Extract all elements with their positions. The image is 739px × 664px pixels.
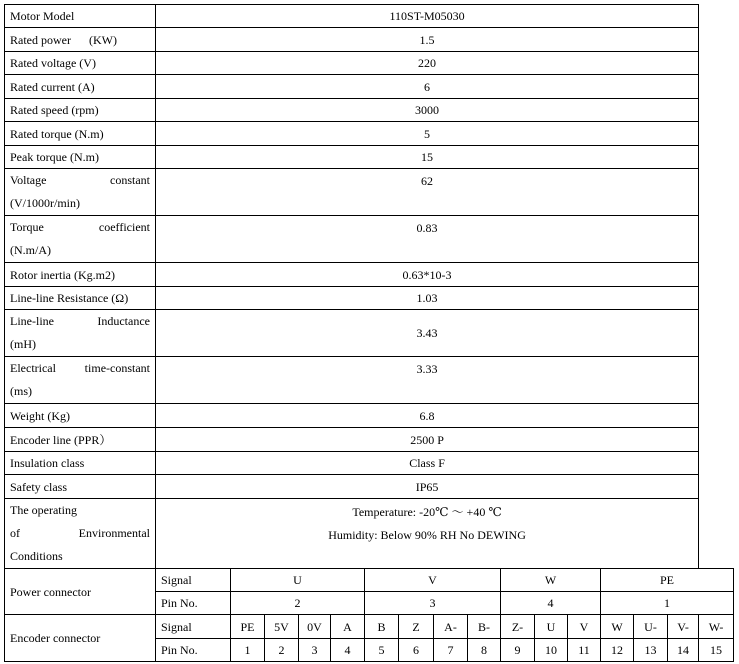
row-value: 110ST-M05030 xyxy=(156,5,699,28)
row-label: Encoder line (PPR） xyxy=(5,428,156,452)
row-label-line1: Torque coefficient xyxy=(10,220,150,234)
encoder-pin-cell: 14 xyxy=(668,639,699,662)
row-label xyxy=(5,216,156,263)
power-signal-cell: U xyxy=(231,569,365,592)
row-label: Motor Model xyxy=(5,5,156,28)
row-operating-conditions xyxy=(5,499,734,569)
temperature-text: Temperature: -20℃ ～ +40 ℃ xyxy=(352,505,502,519)
row-label: Weight (Kg) xyxy=(5,404,156,428)
row-label-line1: Voltage constant xyxy=(10,173,150,187)
row-label: Rated current (A) xyxy=(5,75,156,99)
encoder-signal-cell: W xyxy=(601,615,634,639)
row-value: 6.8 xyxy=(156,404,699,428)
encoder-signal-cell: A xyxy=(331,615,365,639)
power-pin-header: Pin No. xyxy=(156,592,231,615)
row-value: 3.43 xyxy=(156,310,699,357)
encoder-pin-cell: 7 xyxy=(434,639,468,662)
row-label: Line-line Resistance (Ω) xyxy=(5,287,156,310)
row-label: Rated voltage (V) xyxy=(5,52,156,75)
row-label: Rated torque (N.m) xyxy=(5,122,156,146)
humidity-text: Humidity: Below 90% RH No DEWING xyxy=(328,528,526,542)
row-label xyxy=(5,499,156,569)
encoder-connector-label: Encoder connector xyxy=(5,615,156,662)
encoder-signal-row xyxy=(5,615,734,639)
encoder-pin-cell: 2 xyxy=(265,639,299,662)
row-rated-current xyxy=(5,75,734,99)
power-signal-cell: PE xyxy=(601,569,734,592)
encoder-pin-cell: 15 xyxy=(699,639,734,662)
row-label-line1: Electrical time-constant xyxy=(10,361,150,375)
row-label-line1: Line-line Inductance xyxy=(10,314,150,328)
encoder-signal-header: Signal xyxy=(156,615,231,639)
row-rotor-inertia xyxy=(5,263,734,287)
row-value: 15 xyxy=(156,146,699,169)
encoder-signal-cell: 5V xyxy=(265,615,299,639)
row-rated-voltage xyxy=(5,52,734,75)
row-value: 3000 xyxy=(156,99,699,122)
row-label: Peak torque (N.m) xyxy=(5,146,156,169)
encoder-signal-cell: Z- xyxy=(501,615,535,639)
encoder-pin-header: Pin No. xyxy=(156,639,231,662)
encoder-pin-cell: 10 xyxy=(535,639,568,662)
power-pin-cell: 3 xyxy=(365,592,501,615)
row-inductance xyxy=(5,310,734,357)
encoder-pin-cell: 4 xyxy=(331,639,365,662)
row-label-line1: The operating xyxy=(10,503,77,517)
encoder-pin-cell: 8 xyxy=(468,639,501,662)
power-pin-cell: 4 xyxy=(501,592,601,615)
row-value: 5 xyxy=(156,122,699,146)
row-value: 3.33 xyxy=(156,357,699,404)
row-safety-class xyxy=(5,475,734,499)
row-label xyxy=(5,169,156,216)
row-rated-torque xyxy=(5,122,734,146)
row-label-line3: Conditions xyxy=(10,549,63,563)
power-connector-label: Power connector xyxy=(5,569,156,615)
encoder-signal-cell: V- xyxy=(668,615,699,639)
row-label-line2: (ms) xyxy=(10,384,32,398)
encoder-pin-cell: 1 xyxy=(231,639,265,662)
encoder-pin-cell: 13 xyxy=(634,639,668,662)
row-time-constant xyxy=(5,357,734,404)
encoder-signal-cell: W- xyxy=(699,615,734,639)
encoder-pin-cell: 5 xyxy=(365,639,399,662)
power-signal-cell: W xyxy=(501,569,601,592)
encoder-pin-cell: 11 xyxy=(568,639,601,662)
row-label-line2: (N.m/A) xyxy=(10,243,51,257)
encoder-signal-cell: A- xyxy=(434,615,468,639)
power-signal-row xyxy=(5,569,734,592)
encoder-pin-cell: 12 xyxy=(601,639,634,662)
row-motor-model xyxy=(5,5,734,28)
encoder-pin-cell: 3 xyxy=(299,639,331,662)
row-resistance xyxy=(5,287,734,310)
row-rated-power xyxy=(5,28,734,52)
encoder-signal-cell: B xyxy=(365,615,399,639)
row-label: Safety class xyxy=(5,475,156,499)
encoder-signal-cell: B- xyxy=(468,615,501,639)
row-label-line2: (V/1000r/min) xyxy=(10,196,80,210)
row-label-line2: (mH) xyxy=(10,337,36,351)
encoder-signal-cell: Z xyxy=(399,615,434,639)
row-value: 1.03 xyxy=(156,287,699,310)
row-torque-coefficient xyxy=(5,216,734,263)
row-label: Rated power (KW) xyxy=(5,28,156,52)
power-signal-cell: V xyxy=(365,569,501,592)
power-pin-cell: 1 xyxy=(601,592,734,615)
row-label xyxy=(5,357,156,404)
row-insulation-class xyxy=(5,452,734,475)
encoder-signal-cell: 0V xyxy=(299,615,331,639)
row-label: Insulation class xyxy=(5,452,156,475)
row-value: 62 xyxy=(156,169,699,216)
row-value: Class F xyxy=(156,452,699,475)
encoder-pin-cell: 9 xyxy=(501,639,535,662)
row-peak-torque xyxy=(5,146,734,169)
encoder-signal-cell: U xyxy=(535,615,568,639)
row-value: IP65 xyxy=(156,475,699,499)
row-value: 1.5 xyxy=(156,28,699,52)
row-weight xyxy=(5,404,734,428)
power-signal-header: Signal xyxy=(156,569,231,592)
power-pin-cell: 2 xyxy=(231,592,365,615)
row-voltage-constant xyxy=(5,169,734,216)
row-value: 2500 P xyxy=(156,428,699,452)
row-value: 0.83 xyxy=(156,216,699,263)
encoder-pin-cell: 6 xyxy=(399,639,434,662)
row-rated-speed xyxy=(5,99,734,122)
encoder-signal-cell: PE xyxy=(231,615,265,639)
row-label-line2: of Environmental xyxy=(10,526,150,540)
row-label: Rated speed (rpm) xyxy=(5,99,156,122)
row-value: 0.63*10-3 xyxy=(156,263,699,287)
row-label xyxy=(5,310,156,357)
row-label: Rotor inertia (Kg.m2) xyxy=(5,263,156,287)
encoder-signal-cell: V xyxy=(568,615,601,639)
row-value: 220 xyxy=(156,52,699,75)
motor-spec-table xyxy=(4,4,734,662)
row-encoder-line xyxy=(5,428,734,452)
encoder-signal-cell: U- xyxy=(634,615,668,639)
row-value xyxy=(156,499,699,569)
row-value: 6 xyxy=(156,75,699,99)
